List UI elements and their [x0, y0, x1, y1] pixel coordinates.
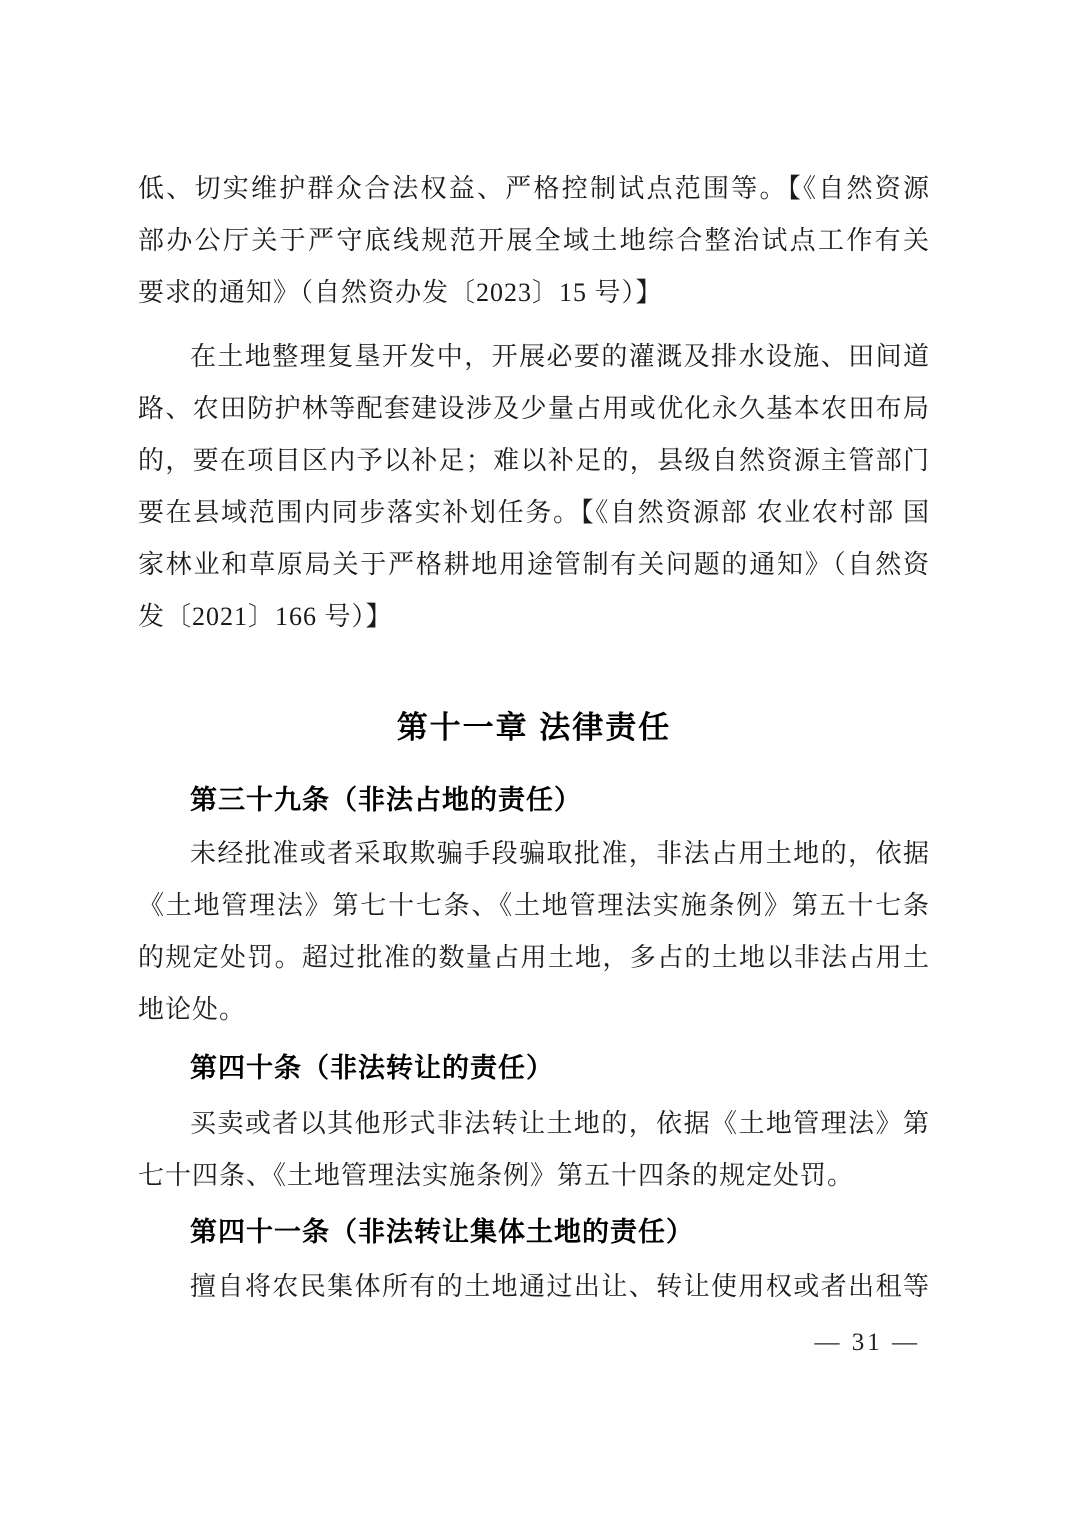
- article-41-heading: 第四十一条（非法转让集体土地的责任）: [190, 1217, 694, 1247]
- article-41-body: [138, 1261, 930, 1313]
- article-40-heading: 第四十条（非法转让的责任）: [190, 1053, 554, 1083]
- text-line: 《土地管理法》第七十七条、《土地管理法实施条例》第五十七条: [138, 891, 930, 920]
- article-39-heading: 第三十九条（非法占地的责任）: [190, 785, 582, 815]
- text-line: 要在县域范围内同步落实补划任务。【《自然资源部 农业农村部 国: [138, 498, 930, 527]
- text-line: 买卖或者以其他形式非法转让土地的，依据《土地管理法》第: [190, 1109, 930, 1138]
- document-text-block: [138, 163, 930, 1313]
- chapter-heading: 第十一章 法律责任: [396, 710, 672, 745]
- text-line: 七十四条、《土地管理法实施条例》第五十四条的规定处罚。: [138, 1161, 855, 1190]
- text-line: 路、农田防护林等配套建设涉及少量占用或优化永久基本农田布局: [138, 394, 930, 423]
- paragraph-continuation: [138, 163, 930, 319]
- paragraph-land-consolidation: [138, 331, 930, 643]
- text-line: 地论处。: [138, 995, 247, 1024]
- text-line: 部办公厅关于严守底线规范开展全域土地综合整治试点工作有关: [138, 226, 930, 255]
- text-line: 低、切实维护群众合法权益、严格控制试点范围等。【《自然资源: [138, 174, 930, 203]
- text-line: 发〔2021〕166 号）】: [138, 602, 393, 631]
- text-line: 的规定处罚。超过批准的数量占用土地，多占的土地以非法占用土: [138, 943, 930, 972]
- text-line: 要求的通知》（自然资办发〔2023〕15 号）】: [138, 278, 663, 307]
- article-40-body: [138, 1098, 930, 1202]
- page-number: — 31 —: [814, 1329, 920, 1356]
- article-39-body: [138, 828, 930, 1036]
- text-line: 在土地整理复垦开发中，开展必要的灌溉及排水设施、田间道: [190, 342, 930, 371]
- text-line: 未经批准或者采取欺骗手段骗取批准，非法占用土地的，依据: [190, 839, 930, 868]
- text-line: 的，要在项目区内予以补足；难以补足的，县级自然资源主管部门: [138, 446, 930, 475]
- text-line: 擅自将农民集体所有的土地通过出让、转让使用权或者出租等: [190, 1272, 930, 1301]
- text-line: 家林业和草原局关于严格耕地用途管制有关问题的通知》（自然资: [138, 550, 930, 579]
